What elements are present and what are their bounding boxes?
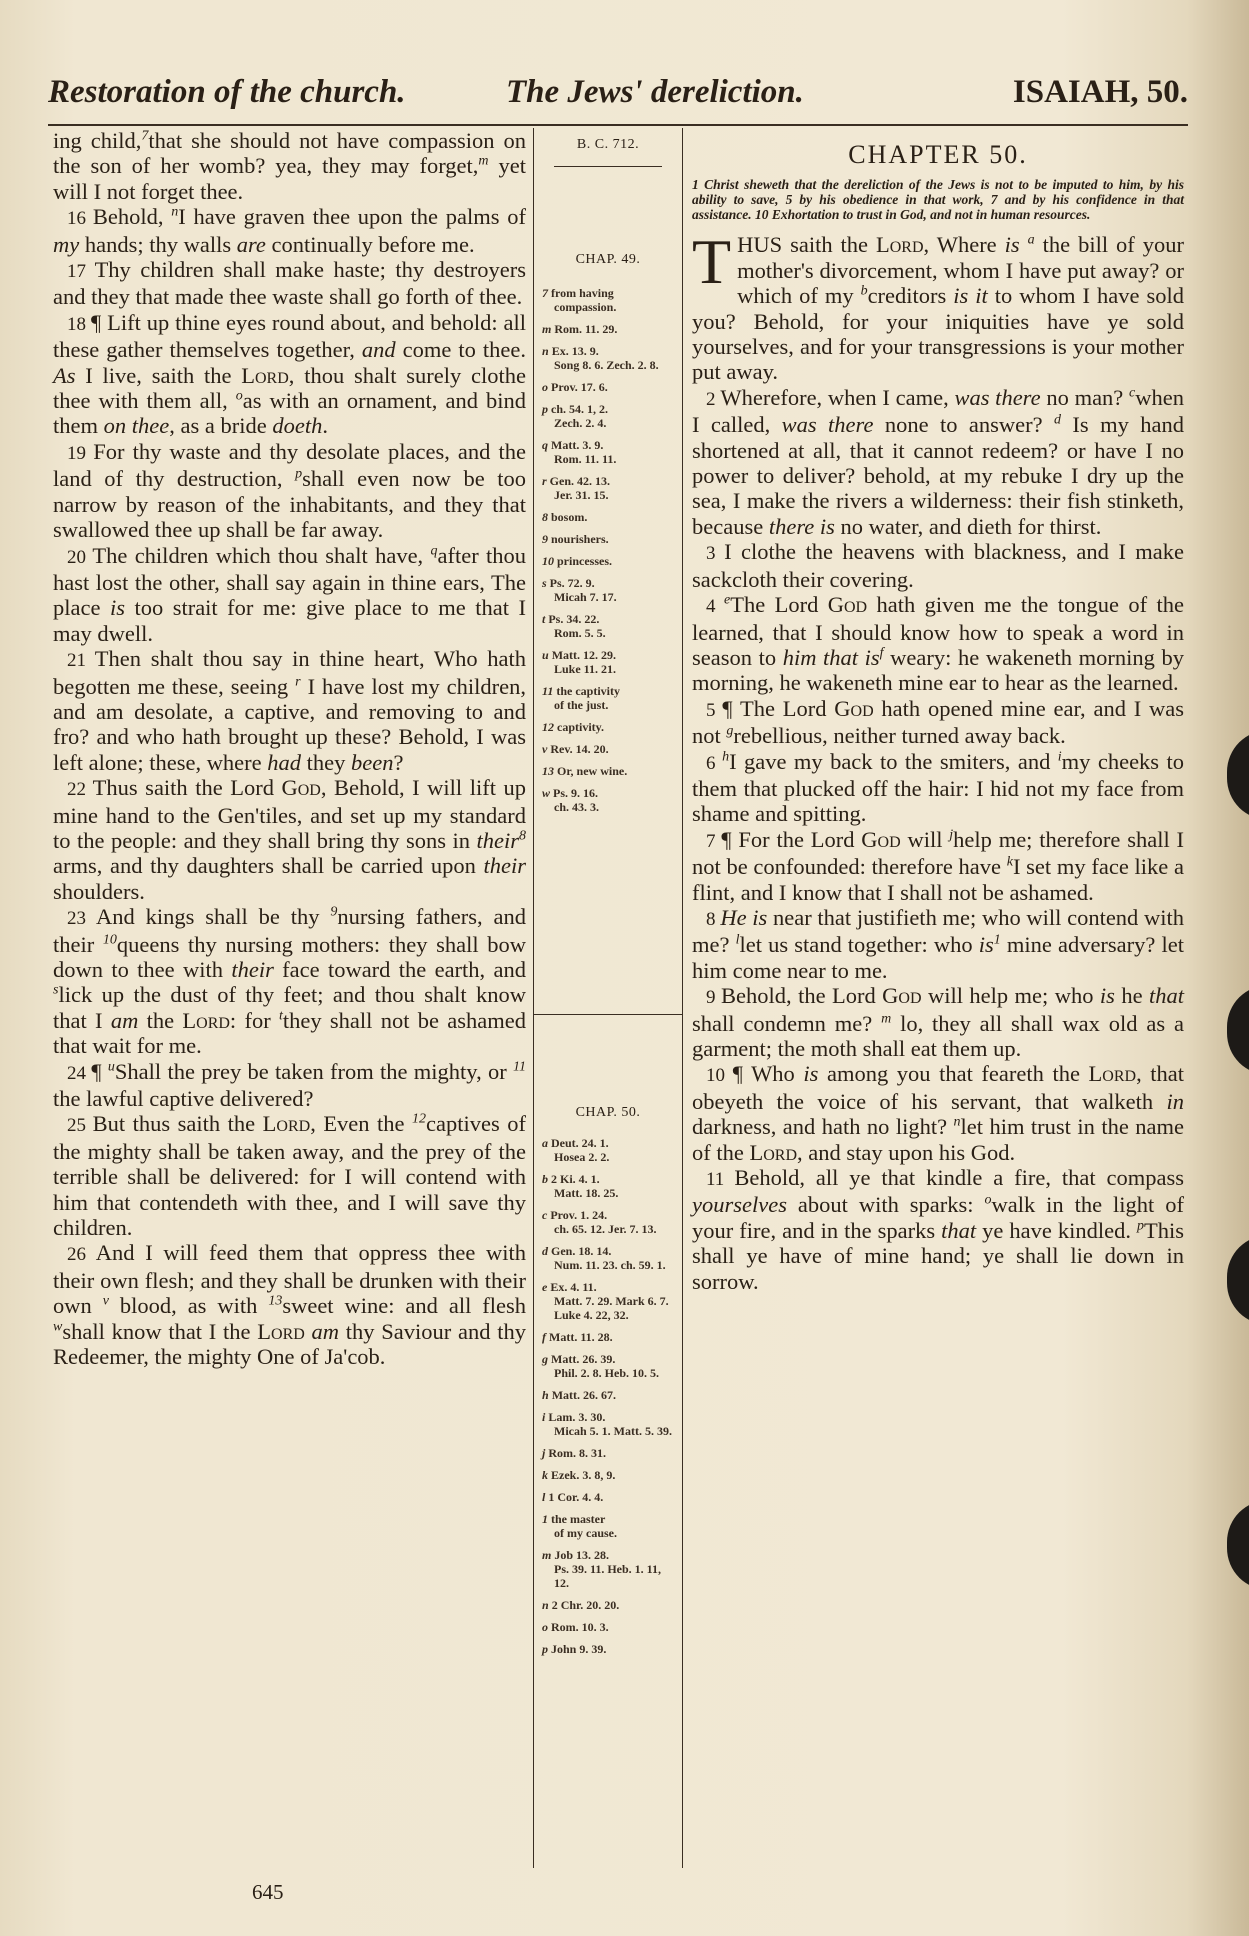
header-middle: The Jews' dereliction. — [506, 74, 804, 110]
note-text: Ps. 9. 16. — [553, 786, 599, 800]
note-text: Matt. 26. 67. — [551, 1388, 617, 1402]
reference-note — [542, 532, 678, 546]
verse-20: 20 The children which thou shalt have, $^q$after thou hast lost the other, shall say again in thine ears, The place is too strait for me: give place to me that I may dwell. — [53, 542, 526, 646]
reference-note — [542, 1490, 678, 1504]
verse-1: THUS saith the Lord, Where is $^a$ the bill of your mother's divorcement, whom I have put away? or which of my $^b$creditors is it to whom I have sold you? Behold, for your iniquities have ye sold yourselves, and for your transgressions is your mother put away. — [692, 226, 1185, 385]
reference-note — [542, 764, 678, 778]
verse-2: 2 Wherefore, when I came, was there no man? $^c$when I called, was there none to answer? $^d$ Is my hand shortened at all, that it cannot redeem? or have I no power to deliver? behold, at my rebuke I dry up the sea, I make the rivers a wilderness: their fish stinketh, because there is no water, and dieth for thirst. — [692, 384, 1184, 539]
note-key: m — [542, 1548, 555, 1562]
reference-note — [542, 1352, 678, 1380]
reference-note — [542, 1280, 678, 1322]
reference-note — [542, 1244, 678, 1272]
note-text: nourishers. — [551, 532, 609, 546]
reference-note — [542, 1208, 678, 1236]
note-ref: Micah 7. 17. — [554, 590, 617, 604]
verse-17: 17 Thy children shall make haste; thy destroyers and they that made thee waste shall go forth of thee. — [53, 257, 527, 310]
note-text: Rom. 8. 31. — [548, 1446, 607, 1460]
note-text: Gen. 42. 13. — [549, 474, 611, 488]
divider — [554, 166, 662, 167]
note-key: u — [542, 648, 552, 662]
reference-note — [542, 576, 678, 604]
reference-note — [542, 1388, 678, 1402]
note-text: Gen. 18. 14. — [551, 1244, 612, 1258]
running-header — [48, 74, 1188, 126]
thumb-index-tab[interactable] — [1227, 1235, 1249, 1325]
note-text: Lam. 3. 30. — [548, 1410, 606, 1424]
note-key: 7 — [542, 286, 551, 300]
note-key: b — [542, 1172, 551, 1186]
note-text: the master — [551, 1512, 606, 1526]
reference-note — [542, 510, 678, 524]
note-text: ch. 54. 1, 2. — [551, 402, 608, 416]
note-ref: Num. 11. 23. ch. 59. 1. — [554, 1258, 666, 1272]
note-text: Or, new wine. — [557, 764, 628, 778]
verse-4: 4 $^e$The Lord God hath given me the tongue of the learned, that I should know how to speak a word in season to him that $is^f$ weary: he wakeneth morning by morning, he wakeneth mine ear to hear as the learned. — [692, 592, 1184, 696]
verse-16: 16 Behold, $^n$I have graven thee upon the palms of my hands; thy walls are continually before me. — [53, 204, 526, 257]
verse-22: 22 Thus saith the Lord God, Behold, I will lift up mine hand to the Gen'tiles, and set up my standard to the people: and they shall bring thy sons in their$^8$ arms, and thy daughters shall be carried upon their shoulders. — [53, 775, 526, 904]
note-ref: Rom. 11. 11. — [554, 452, 617, 466]
note-text: Ps. 72. 9. — [549, 576, 595, 590]
reference-note — [542, 286, 678, 314]
note-key: q — [542, 438, 551, 452]
note-key: a — [542, 1136, 551, 1150]
reference-note — [542, 1330, 678, 1344]
thumb-index-tab[interactable] — [1227, 1500, 1249, 1590]
thumb-index-tab[interactable] — [1227, 730, 1249, 820]
reference-note — [542, 1172, 678, 1200]
reference-note — [542, 1446, 678, 1460]
note-ref: Ps. 39. 11. Heb. 1. 11, 12. — [554, 1562, 662, 1590]
note-text: Matt. 11. 28. — [549, 1330, 613, 1344]
note-ref: Song 8. 6. Zech. 2. 8. — [554, 358, 659, 372]
note-key: 11 — [542, 684, 557, 698]
note-text: Rev. 14. 20. — [550, 742, 609, 756]
note-text: Job 13. 28. — [554, 1548, 610, 1562]
verse-10: 10 ¶ Who is among you that feareth the Lord, that obeyeth the voice of his servant, that walketh in darkness, and hath no light? $^n$let him trust in the name of the Lord, and stay upon his God. — [692, 1061, 1185, 1165]
reference-note — [542, 648, 678, 676]
chap50-label: CHAP. 50. — [575, 1105, 641, 1120]
center-references — [533, 128, 683, 1868]
note-text: Ezek. 3. 8, 9. — [551, 1468, 616, 1482]
note-ref: Matt. 18. 25. — [554, 1186, 619, 1200]
note-key: f — [542, 1330, 549, 1344]
note-ref: Micah 5. 1. Matt. 5. 39. — [554, 1424, 672, 1438]
reference-note — [542, 1548, 678, 1590]
reference-note — [542, 786, 678, 814]
note-key: p — [542, 1642, 551, 1656]
note-key: 10 — [542, 554, 557, 568]
reference-note — [542, 322, 678, 336]
reference-note — [542, 344, 678, 372]
reference-note — [542, 1598, 678, 1612]
left-column — [53, 128, 526, 1868]
note-text: Matt. 26. 39. — [551, 1352, 616, 1366]
note-text: 1 Cor. 4. 4. — [548, 1490, 604, 1504]
verse-26: 26 And I will feed them that oppress thee with their own flesh; and they shall be drunken with their own $^v$ blood, as with $^{13}$sweet wine: and all flesh $^w$shall know that I the Lord am thy Saviour and thy Redeemer, the mighty One of Ja'cob. — [53, 1240, 527, 1370]
reference-note — [542, 380, 678, 394]
reference-note — [542, 474, 678, 502]
verse-15-end: ing child,$^7$that she should not have compassion on the son of her womb? yea, they may forget,$^m$ yet will I not forget thee. — [53, 128, 527, 204]
note-text: bosom. — [551, 510, 588, 524]
chapter-title: CHAPTER 50. — [848, 140, 1028, 169]
note-ref: Jer. 31. 15. — [554, 488, 609, 502]
right-column — [692, 128, 1184, 1868]
verse-21: 21 Then shalt thou say in thine heart, Who hath begotten me these, seeing $^r$ I have lost my children, and am desolate, a captive, and removing to and fro? and who hath brought up these? Behold, I was left alone; these, where had they been? — [53, 646, 526, 775]
header-right: ISAIAH, 50. — [1012, 74, 1188, 110]
verse-8: 8 He is near that justifieth me; who will contend with me? $^l$let us stand together: who $is^1$ mine adversary? let him come near to me. — [692, 904, 1185, 983]
note-ref: ch. 65. 12. Jer. 7. 13. — [554, 1222, 657, 1236]
note-key: k — [542, 1468, 551, 1482]
note-ref: Phil. 2. 8. Heb. 10. 5. — [554, 1366, 660, 1380]
note-key: s — [542, 576, 550, 590]
verse-3: 3 I clothe the heavens with blackness, and I make sackcloth their covering. — [692, 539, 1184, 592]
note-key: j — [542, 1446, 549, 1460]
reference-note — [542, 684, 678, 712]
note-text: Ps. 34. 22. — [548, 612, 600, 626]
reference-note — [542, 438, 678, 466]
chap49-label: CHAP. 49. — [575, 252, 641, 267]
note-text: Matt. 3. 9. — [551, 438, 604, 452]
verse-24: 24 ¶ $^u$Shall the prey be taken from the mighty, or $^{11}$ the lawful captive delivered? — [53, 1058, 526, 1112]
note-key: h — [542, 1388, 552, 1402]
note-key: d — [542, 1244, 551, 1258]
verse-6: 6 $^h$I gave my back to the smiters, and $^i$my cheeks to them that plucked off the hair: I hid not my face from shame and spitting. — [692, 748, 1184, 827]
header-left: Restoration of the church. — [48, 74, 406, 110]
reference-note — [542, 1620, 678, 1634]
verse-18: 18 ¶ Lift up thine eyes round about, and behold: all these gather themselves together, and come to thee. As I live, saith the Lord, thou shalt surely clothe thee with them all, $^o$as with an ornament, and bind them on thee, as a bride doeth. — [53, 309, 527, 439]
drop-cap: T — [692, 226, 732, 298]
note-text: Rom. 11. 29. — [554, 322, 618, 336]
thumb-index-tab[interactable] — [1227, 985, 1249, 1075]
note-key: t — [542, 612, 549, 626]
divider — [534, 1014, 682, 1015]
note-key: 8 — [542, 510, 551, 524]
reference-note — [542, 1512, 678, 1540]
reference-note — [542, 1468, 678, 1482]
note-text: Rom. 10. 3. — [551, 1620, 609, 1634]
note-ref: compassion. — [554, 300, 617, 314]
note-text: from having — [551, 286, 614, 300]
note-key: m — [542, 322, 555, 336]
note-key: r — [542, 474, 550, 488]
note-key: w — [542, 786, 554, 800]
note-key: e — [542, 1280, 551, 1294]
reference-note — [542, 612, 678, 640]
note-ref: Zech. 2. 4. — [554, 416, 607, 430]
era-date: B. C. 712. — [576, 137, 640, 152]
note-text: captivity. — [557, 720, 604, 734]
reference-note — [542, 1642, 678, 1656]
note-key: 12 — [542, 720, 557, 734]
reference-note — [542, 1410, 678, 1438]
reference-note — [542, 402, 678, 430]
reference-note — [542, 1136, 678, 1164]
note-key: 13 — [542, 764, 557, 778]
note-text: John 9. 39. — [551, 1642, 607, 1656]
note-key: o — [542, 380, 551, 394]
note-key: 1 — [542, 1512, 551, 1526]
verse-5: 5 ¶ The Lord God hath opened mine ear, and I was not $^g$rebellious, neither turned away back. — [692, 695, 1184, 749]
reference-note — [542, 554, 678, 568]
chap49-notes — [542, 286, 678, 822]
note-ref: Hosea 2. 2. — [554, 1150, 610, 1164]
note-text: Prov. 1. 24. — [550, 1208, 608, 1222]
note-key: g — [542, 1352, 551, 1366]
verse-19: 19 For thy waste and thy desolate places, and the land of thy destruction, $^p$shall even now be too narrow by reason of the inhabitants, and they that swallowed thee up shall be far away. — [53, 438, 527, 543]
note-ref: Matt. 7. 29. Mark 6. 7. Luke 4. 22, 32. — [554, 1294, 669, 1322]
note-ref: ch. 43. 3. — [554, 800, 599, 814]
note-text: 2 Ki. 4. 1. — [551, 1172, 600, 1186]
note-key: 9 — [542, 532, 551, 546]
note-text: 2 Chr. 20. 20. — [551, 1598, 620, 1612]
note-ref: of the just. — [554, 698, 609, 712]
note-text: Ex. 13. 9. — [551, 344, 599, 358]
page-number: 645 — [252, 1880, 284, 1904]
note-ref: of my cause. — [554, 1526, 617, 1540]
note-text: Prov. 17. 6. — [551, 380, 608, 394]
note-text: Ex. 4. 11. — [550, 1280, 597, 1294]
note-key: c — [542, 1208, 551, 1222]
verse-11: 11 Behold, all ye that kindle a fire, that compass yourselves about with sparks: $^o$walk in the light of your fire, and in the sparks that ye have kindled. $^p$This shall ye have of mine hand; ye shall lie down in sorrow. — [692, 1165, 1185, 1294]
note-ref: Rom. 5. 5. — [554, 626, 606, 640]
note-key: n — [542, 1598, 552, 1612]
note-ref: Luke 11. 21. — [554, 662, 617, 676]
note-key: v — [542, 742, 551, 756]
note-key: o — [542, 1620, 551, 1634]
verse-23: 23 And kings shall be thy $^9$nursing fathers, and their $^{10}$queens thy nursing mothers: they shall bow down to thee with their face toward the earth, and $^s$lick up the dust of thy feet; and thou shalt know that I am the Lord: for $^t$they shall not be ashamed that wait for me. — [53, 904, 527, 1059]
note-text: princesses. — [557, 554, 612, 568]
reference-note — [542, 720, 678, 734]
chap50-notes — [542, 1136, 678, 1664]
verse-25: 25 But thus saith the Lord, Even the $^{12}$captives of the mighty shall be taken away, and the prey of the terrible shall be delivered: for I will contend with him that contendeth with thee, and I will save thy children. — [53, 1111, 527, 1241]
note-key: i — [542, 1410, 549, 1424]
reference-note — [542, 742, 678, 756]
note-key: n — [542, 344, 552, 358]
chapter-summary: 1 Christ sheweth that the dereliction of the Jews is not to be imputed to him, by his ability to save, 5 by his obedience in that work, 7 and by his confidence in that assistance. 10 Exhortation to trust in God, and not in human resources. — [692, 177, 1184, 223]
note-key: l — [542, 1490, 549, 1504]
note-text: Matt. 12. 29. — [551, 648, 617, 662]
verse-7: 7 ¶ For the Lord God will $^j$help me; therefore shall I not be confounded: therefore have $^k$I set my face like a flint, and I know that I shall not be ashamed. — [692, 826, 1184, 905]
note-text: Deut. 24. 1. — [551, 1136, 609, 1150]
note-key: p — [542, 402, 551, 416]
verse-9: 9 Behold, the Lord God will help me; who is he that shall condemn me? $^m$ lo, they all shall wax old as a garment; the moth shall eat them up. — [692, 983, 1184, 1061]
note-text: the captivity — [556, 684, 620, 698]
